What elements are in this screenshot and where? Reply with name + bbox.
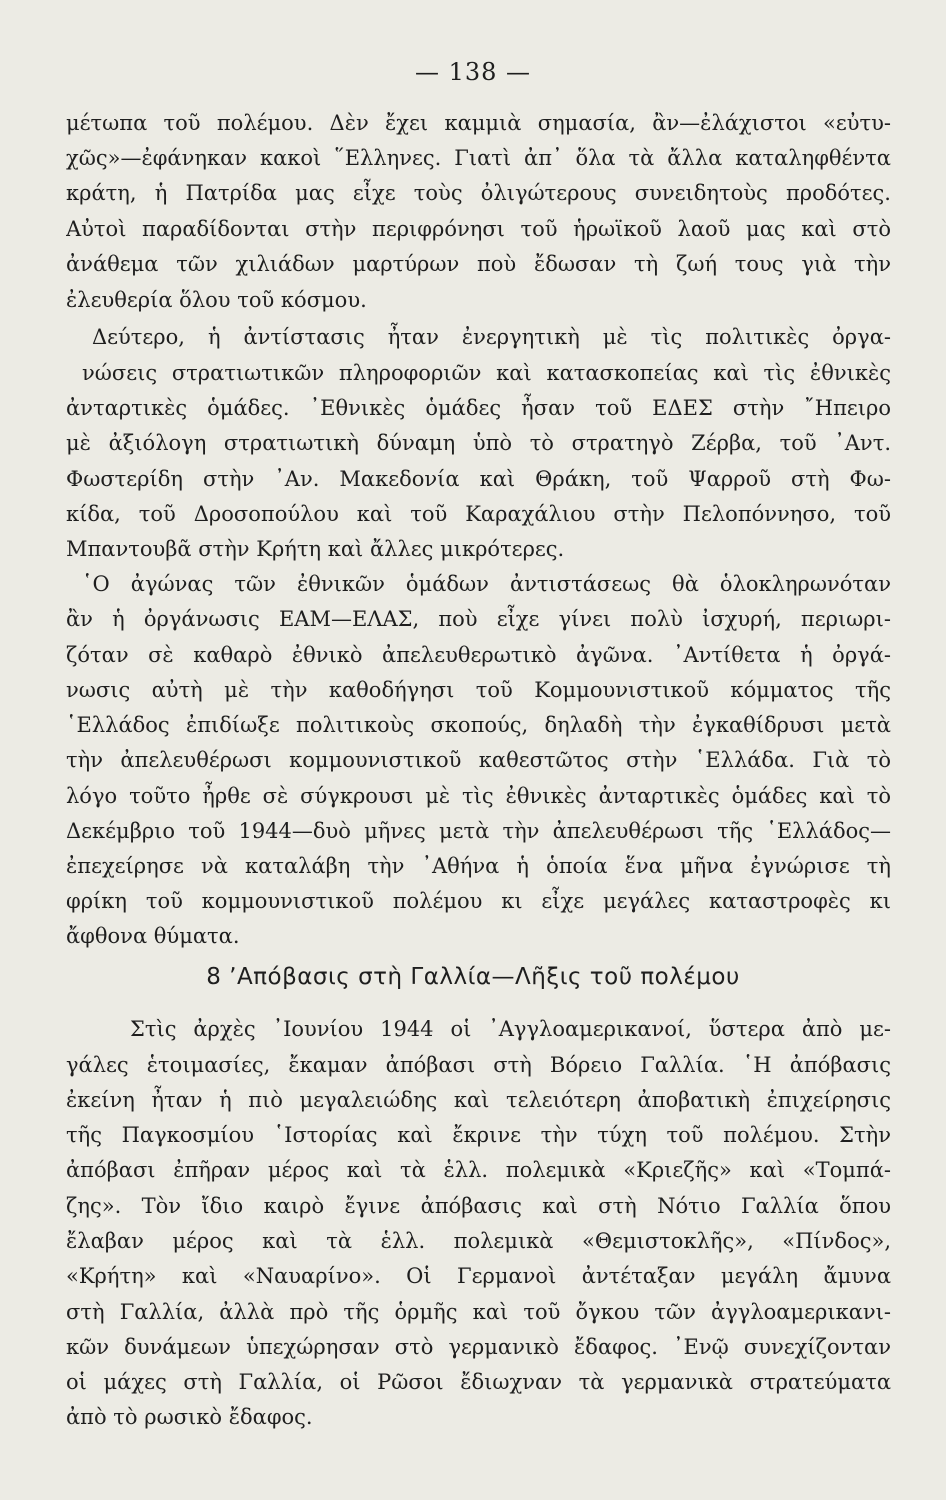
text-line: ἐκείνη ἦταν ἡ πιὸ μεγαλειώδης καὶ τελειότερη ἀποβατικὴ ἐπιχείρησις: [66, 1088, 891, 1112]
text-line: Φωστερίδη στὴν ᾽Αν. Μακεδονία καὶ Θράκη, τοῦ Ψαρροῦ στὴ Φω-: [66, 467, 891, 491]
text-line: ἀπόβασι ἐπῆραν μέρος καὶ τὰ ἑλλ. πολεμικὰ «Κριεζῆς» καὶ «Τομπά-: [66, 1158, 891, 1182]
page-number: — 138 —: [414, 58, 532, 86]
text-line: κίδα, τοῦ Δροσοπούλου καὶ τοῦ Καραχάλιου στὴν Πελοπόννησο, τοῦ: [66, 502, 891, 526]
text-line: νώσεις στρατιωτικῶν πληροφοριῶν καὶ κατασκοπείας καὶ τὶς ἐθνικὲς: [82, 361, 891, 385]
text-line: λόγο τοῦτο ἦρθε σὲ σύγκρουσι μὲ τὶς ἐθνικὲς ἀνταρτικὲς ὁμάδες καὶ τὸ: [66, 784, 891, 808]
section-heading: 8 ʼΑπόβασις στὴ Γαλλία—Λῆξις τοῦ πολέμου: [206, 964, 740, 990]
text-line: ῾Ο ἀγώνας τῶν ἐθνικῶν ὁμάδων ἀντιστάσεως θὰ ὁλοκληρωνόταν: [82, 572, 891, 596]
text-line: Μπαντουβᾶ στὴν Κρήτη καὶ ἄλλες μικρότερες.: [66, 537, 565, 561]
text-line: «Κρήτη» καὶ «Ναυαρίνο». Οἱ Γερμανοὶ ἀντέταξαν μεγάλη ἄμυνα: [66, 1264, 891, 1288]
text-line: τὴν ἀπελευθέρωσι κομμουνιστικοῦ καθεστῶτος στὴν ῾Ελλάδα. Γιὰ τὸ: [66, 748, 891, 772]
text-line: ἔλαβαν μέρος καὶ τὰ ἑλλ. πολεμικὰ «Θεμιστοκλῆς», «Πίνδος»,: [66, 1229, 891, 1253]
text-line: οἱ μάχες στὴ Γαλλία, οἱ Ρῶσοι ἔδιωχναν τὰ γερμανικὰ στρατεύματα: [66, 1370, 891, 1394]
text-line: ἐλευθερία ὅλου τοῦ κόσμου.: [66, 288, 367, 312]
text-line: γάλες ἑτοιμασίες, ἔκαμαν ἀπόβασι στὴ Βόρειο Γαλλία. ῾Η ἀπόβασις: [66, 1053, 891, 1077]
text-line: ἀνάθεμα τῶν χιλιάδων μαρτύρων ποὺ ἔδωσαν τὴ ζωή τους γιὰ τὴν: [66, 252, 891, 276]
text-line: κῶν δυνάμεων ὑπεχώρησαν στὸ γερμανικὸ ἔδαφος. ᾽Ενῷ συνεχίζονταν: [66, 1335, 891, 1359]
text-line: μὲ ἀξιόλογη στρατιωτικὴ δύναμη ὑπὸ τὸ στρατηγὸ Ζέρβα, τοῦ ᾽Αντ.: [66, 431, 891, 455]
text-line: ζης». Τὸν ἴδιο καιρὸ ἔγινε ἀπόβασις καὶ στὴ Νότιο Γαλλία ὅπου: [66, 1194, 891, 1218]
text-line: Δεκέμβριο τοῦ 1944—δυὸ μῆνες μετὰ τὴν ἀπελευθέρωσι τῆς ῾Ελλάδος—: [66, 819, 891, 843]
text-line: κράτη, ἡ Πατρίδα μας εἶχε τοὺς ὀλιγώτερους συνειδητοὺς προδότες.: [66, 181, 891, 205]
text-line: ἀπὸ τὸ ρωσικὸ ἔδαφος.: [66, 1405, 313, 1429]
text-line: ἂν ἡ ὀργάνωσις ΕΑΜ—ΕΛΑΣ, ποὺ εἶχε γίνει πολὺ ἰσχυρή, περιωρι-: [66, 607, 891, 631]
text-line: ἀνταρτικὲς ὁμάδες. ᾽Εθνικὲς ὁμάδες ἦσαν τοῦ ΕΔΕΣ στὴν ῎Ηπειρο: [66, 396, 891, 420]
text-line: τῆς Παγκοσμίου ῾Ιστορίας καὶ ἔκρινε τὴν τύχη τοῦ πολέμου. Στὴν: [66, 1123, 891, 1147]
text-line: φρίκη τοῦ κομμουνιστικοῦ πολέμου κι εἶχε μεγάλες καταστροφὲς κι: [66, 889, 891, 913]
text-line: Δεύτερο, ἡ ἀντίστασις ἦταν ἐνεργητικὴ μὲ τὶς πολιτικὲς ὀργα-: [92, 325, 891, 349]
text-line: νωσις αὐτὴ μὲ τὴν καθοδήγησι τοῦ Κομμουνιστικοῦ κόμματος τῆς: [66, 678, 891, 702]
text-line: ἐπεχείρησε νὰ καταλάβη τὴν ᾽Αθήνα ἡ ὁποία ἕνα μῆνα ἐγνώρισε τὴ: [66, 854, 891, 878]
text-line: ῾Ελλάδος ἐπιδίωξε πολιτικοὺς σκοπούς, δηλαδὴ τὴν ἐγκαθίδρυσι μετὰ: [66, 713, 891, 737]
text-line: Στὶς ἀρχὲς ᾽Ιουνίου 1944 οἱ ᾽Αγγλοαμερικανοί, ὕστερα ἀπὸ με-: [130, 1017, 891, 1041]
text-line: μέτωπα τοῦ πολέμου. Δὲν ἔχει καμμιὰ σημασία, ἂν—ἐλάχιστοι «εὐτυ-: [66, 111, 891, 135]
text-line: ζόταν σὲ καθαρὸ ἐθνικὸ ἀπελευθερωτικὸ ἀγῶνα. ᾽Αντίθετα ἡ ὀργά-: [66, 643, 891, 667]
text-line: ἄφθονα θύματα.: [66, 924, 240, 948]
text-line: χῶς»—ἐφάνηκαν κακοὶ ῞Ελληνες. Γιατὶ ἀπ᾽ ὅλα τὰ ἄλλα καταληφθέντα: [66, 146, 891, 170]
text-line: στὴ Γαλλία, ἀλλὰ πρὸ τῆς ὁρμῆς καὶ τοῦ ὄγκου τῶν ἀγγλοαμερικανι-: [66, 1300, 891, 1324]
text-line: Αὐτοὶ παραδίδονται στὴν περιφρόνησι τοῦ ἡρωϊκοῦ λαοῦ μας καὶ στὸ: [66, 217, 891, 241]
